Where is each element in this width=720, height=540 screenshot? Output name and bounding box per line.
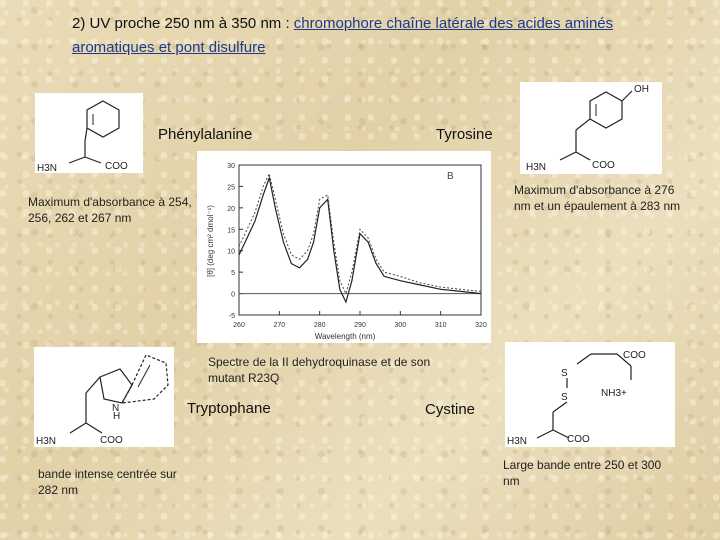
coo-label: COO: [100, 435, 123, 446]
nh3-label: NH3+: [601, 388, 627, 399]
sulfur-label-1: S: [561, 368, 568, 379]
coo-label-top: COO: [623, 350, 646, 361]
h3n-label: H3N: [37, 163, 58, 173]
x-tick-label: 310: [434, 322, 447, 329]
y-tick-label: -5: [228, 313, 235, 320]
h3n-label: H3N: [36, 436, 57, 447]
x-tick-label: 270: [273, 322, 286, 329]
oh-label: OH: [634, 84, 649, 95]
tryptophane-note: bande intense centrée sur 282 nm: [38, 467, 177, 497]
x-tick-label: 290: [354, 322, 366, 329]
panel-label: B: [447, 171, 454, 182]
title-highlight: chromophore chaîne latérale des acides aminés aromatiques et pont disulfure: [72, 15, 614, 56]
tyrosine-label: Tyrosine: [436, 126, 493, 143]
h3n-label: H3N: [507, 436, 528, 447]
x-tick-label: 320: [475, 322, 487, 329]
y-tick-label: 20: [227, 205, 235, 213]
coo-label: COO: [105, 161, 128, 172]
y-tick-label: 5: [231, 270, 235, 278]
tryptophane-structure: [34, 347, 174, 447]
y-tick-label: 15: [227, 227, 235, 235]
tyrosine-structure: [520, 82, 662, 174]
phenylalanine-structure: [35, 93, 143, 173]
sulfur-label-2: S: [561, 392, 568, 403]
x-tick-label: 260: [233, 322, 245, 329]
slide-title: [72, 12, 672, 60]
series-solid-line: [239, 178, 481, 302]
phenylalanine-note: Maximum d'absorbance à 254, 256, 262 et 267 nm: [28, 195, 192, 225]
x-tick-label: 300: [394, 322, 407, 329]
spectrum-caption: Spectre de la II dehydroquinase et de son mutant R23Q: [208, 355, 431, 385]
y-tick-label: 0: [231, 291, 235, 299]
cystine-note: Large bande entre 250 et 300 nm: [503, 458, 662, 488]
spectrum-svg: [197, 151, 491, 343]
tyrosine-note: Maximum d'absorbance à 276 nm et un épaulement à 283 nm: [514, 183, 681, 213]
x-tick-label: 280: [313, 322, 326, 329]
h3n-label: H3N: [526, 162, 547, 173]
n-label: N: [112, 403, 120, 414]
y-axis-label: [θ] (deg cm² dmol⁻¹): [206, 205, 215, 277]
y-tick-label: 25: [227, 184, 235, 192]
h-label: H: [113, 411, 121, 422]
tryptophane-label: Tryptophane: [187, 400, 271, 417]
cystine-structure: [505, 342, 675, 447]
cd-spectrum-chart: [197, 151, 491, 343]
phenylalanine-label: Phénylalanine: [158, 126, 253, 143]
y-tick-label: 30: [227, 163, 235, 170]
plot-frame: [239, 165, 481, 315]
coo-label: COO: [592, 160, 615, 171]
cystine-label: Cystine: [425, 401, 476, 418]
title-prefix: 2) UV proche 250 nm à 350 nm :: [72, 15, 294, 32]
y-tick-label: 10: [227, 248, 235, 256]
x-axis-label: Wavelength (nm): [314, 332, 376, 341]
coo-label-bottom: COO: [567, 434, 590, 445]
